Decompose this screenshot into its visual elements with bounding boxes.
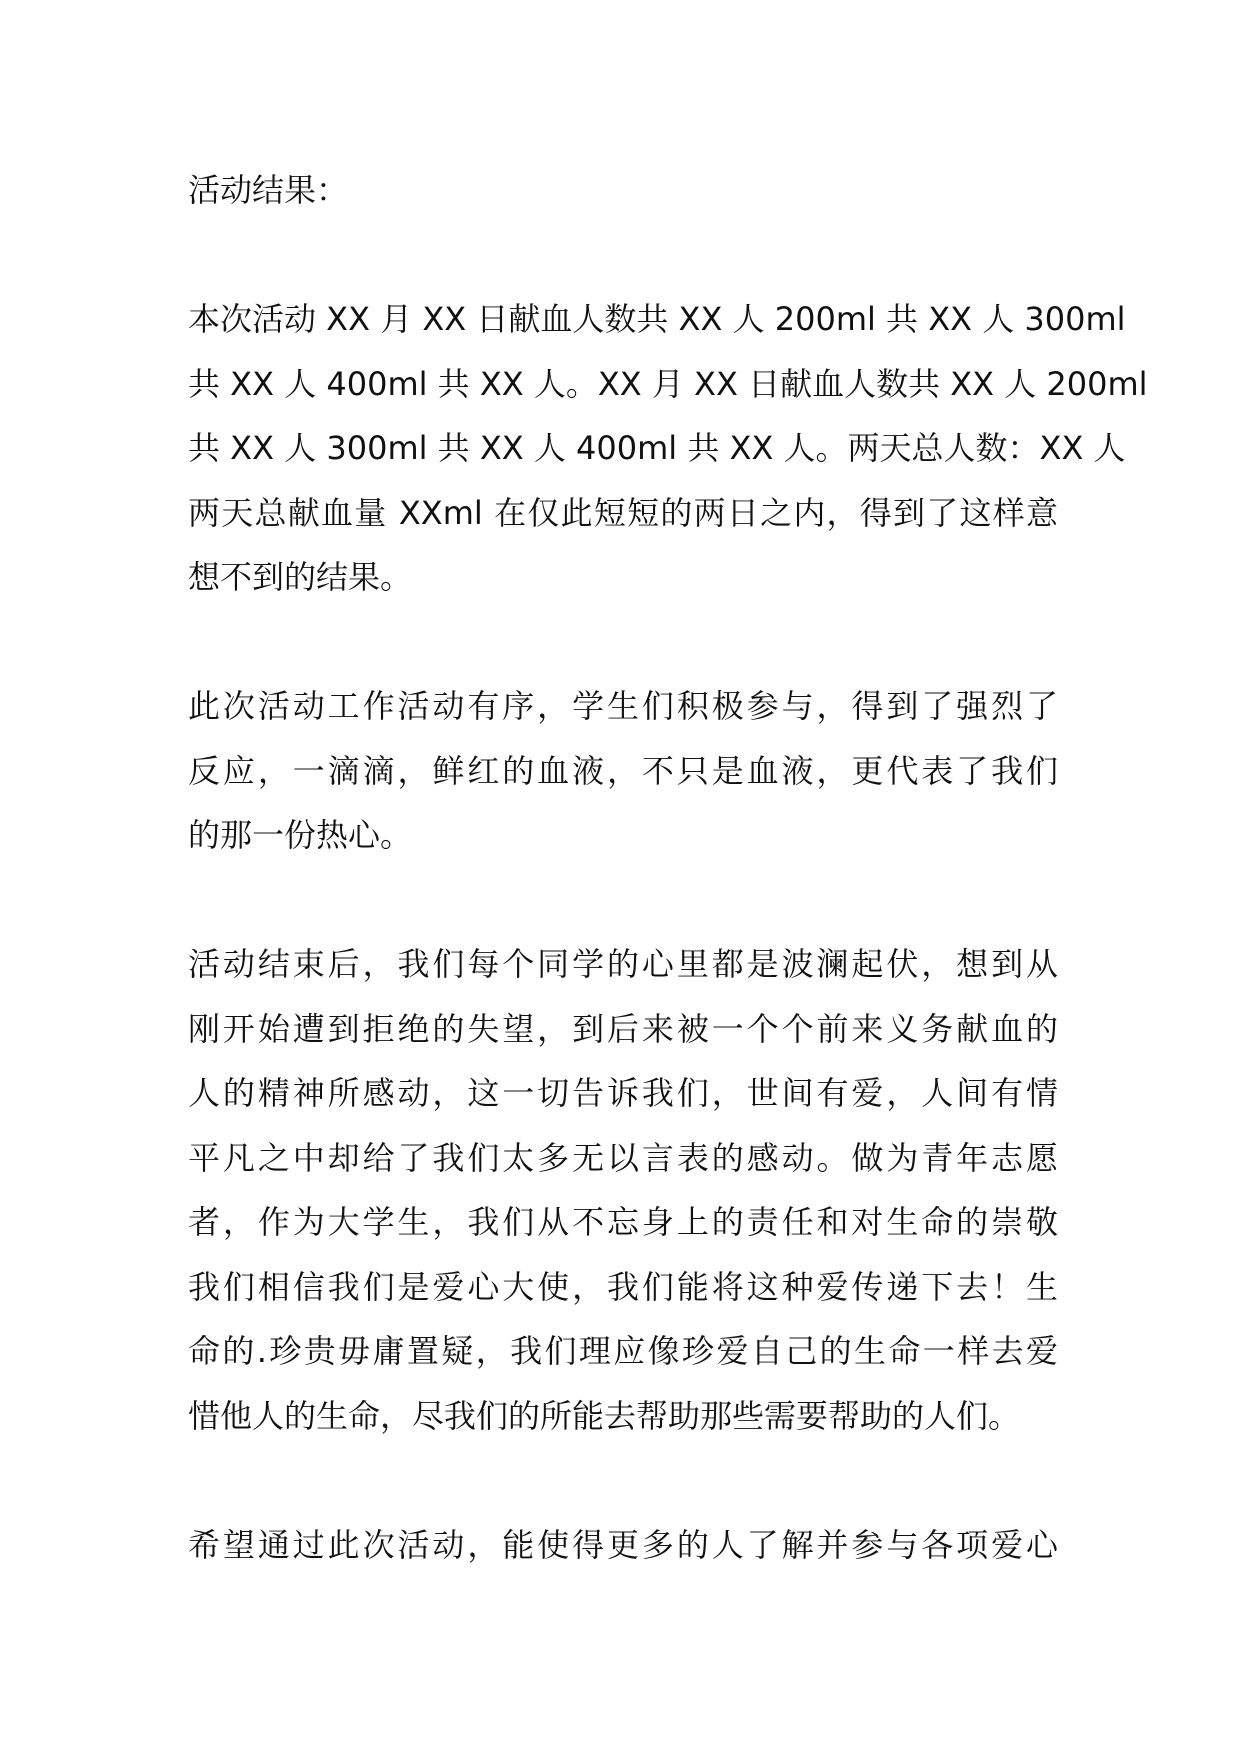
text-line: 活动结束后，我们每个同学的心里都是波澜起伏，想到从 [188, 945, 1058, 983]
text-line: 两天总献血量 XXml 在仅此短短的两日之内，得到了这样意 [188, 493, 1058, 532]
text-line: 的那一份热心。 [188, 816, 413, 854]
text-line: 命的.珍贵毋庸置疑，我们理应像珍爱自己的生命一样去爱 [188, 1332, 1058, 1370]
text-line: 希望通过此次活动，能使得更多的人了解并参与各项爱心 [188, 1525, 1058, 1564]
text-line: 人的精神所感动，这一切告诉我们，世间有爱，人间有情 [188, 1074, 1058, 1112]
paragraph-heading [188, 158, 1058, 223]
text-line: 共 XX 人 300ml 共 XX 人 400ml 共 XX 人。两天总人数：XX 人 [188, 429, 1126, 467]
text-line: 惜他人的生命，尽我们的所能去帮助那些需要帮助的人们。 [188, 1396, 1021, 1435]
paragraph-results [188, 287, 1148, 610]
text-line: 活动结果： [188, 171, 349, 209]
paragraph-activity-order [188, 674, 1058, 868]
text-line: 刚开始遭到拒绝的失望，到后来被一个个前来义务献血的 [188, 1009, 1058, 1048]
text-line: 此次活动工作活动有序，学生们积极参与，得到了强烈了 [188, 687, 1058, 725]
text-line: 者，作为大学生，我们从不忘身上的责任和对生命的崇敬 [188, 1203, 1058, 1241]
paragraph-hope [188, 1513, 1058, 1578]
text-line: 共 XX 人 400ml 共 XX 人。XX 月 XX 日献血人数共 XX 人 200ml [188, 364, 1148, 403]
text-line: 反应，一滴滴，鲜红的血液，不只是血液，更代表了我们 [188, 751, 1058, 790]
text-line: 本次活动 XX 月 XX 日献血人数共 XX 人 200ml 共 XX 人 300ml [188, 300, 1126, 338]
text-line: 我们相信我们是爱心大使，我们能将这种爱传递下去！生 [188, 1267, 1058, 1306]
text-line: 平凡之中却给了我们太多无以言表的感动。做为青年志愿 [188, 1138, 1058, 1177]
paragraph-reflection [188, 932, 1058, 1448]
text-line: 想不到的结果。 [188, 558, 413, 596]
document-body [188, 158, 1148, 1642]
